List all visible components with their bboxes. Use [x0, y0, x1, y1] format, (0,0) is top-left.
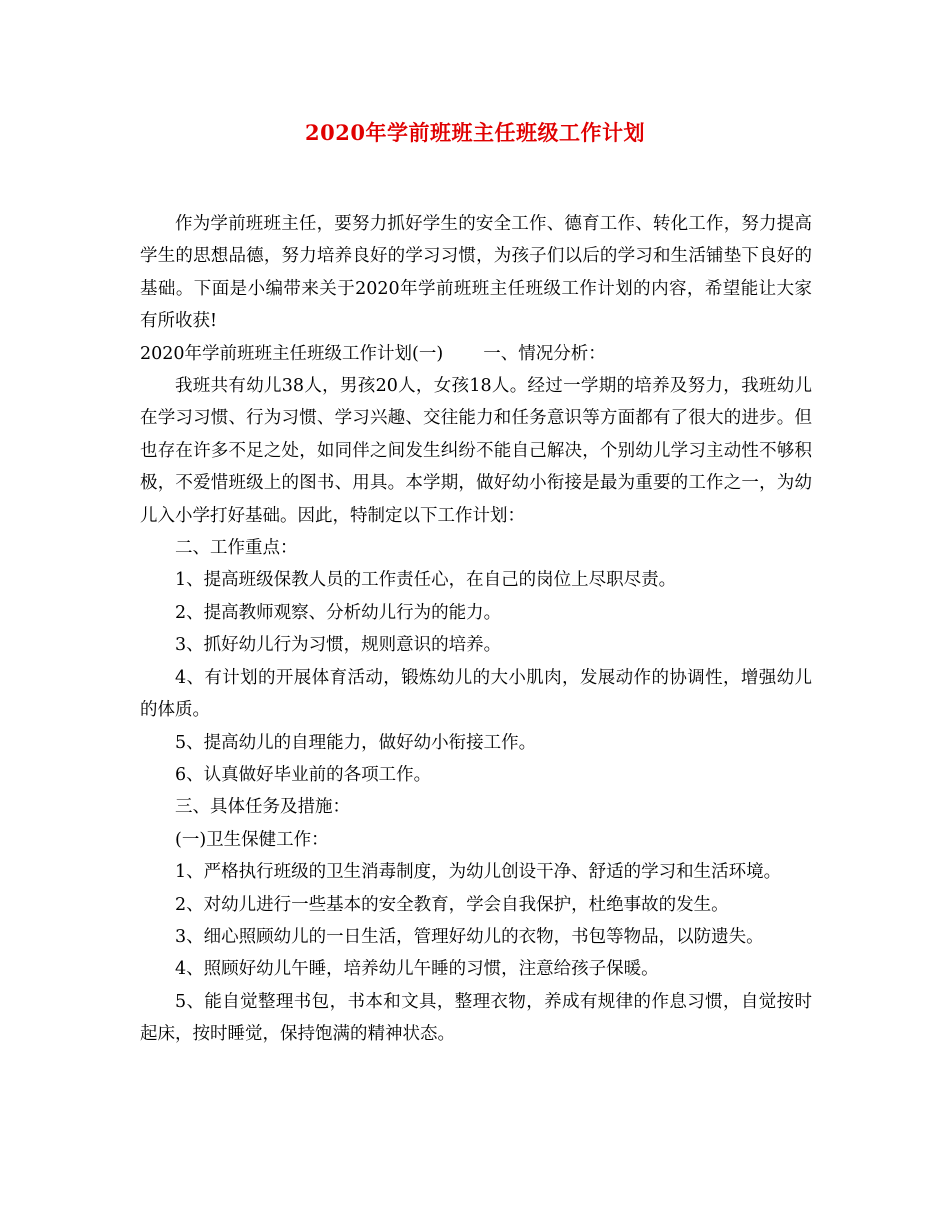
subsection1-item: 4、照顾好幼儿午睡，培养幼儿午睡的习惯，注意给孩子保暖。 [175, 959, 659, 980]
section2-item: 1、提高班级保教人员的工作责任心，在自己的岗位上尽职尽责。 [175, 570, 677, 591]
document-body [140, 208, 812, 1051]
section2-heading: 二、工作重点： [175, 538, 298, 559]
plan-heading-line [140, 338, 812, 370]
document-title: 2020年学前班班主任班级工作计划 [305, 120, 645, 145]
section3-heading: 三、具体任务及措施： [175, 797, 350, 818]
section1-heading: 一、情况分析： [483, 343, 606, 364]
subsection1-item: 3、细心照顾幼儿的一日生活，管理好幼儿的衣物，书包等物品，以防遗失。 [175, 926, 764, 947]
plan-heading: 2020年学前班班主任班级工作计划(一) [140, 343, 444, 364]
subsection1-item: 5、能自觉整理书包，书本和文具，整理衣物，养成有规律的作息习惯，自觉按时起床，按时睡觉，保持饱满的精神状态。 [140, 991, 812, 1045]
section2-item: 6、认真做好毕业前的各项工作。 [175, 764, 432, 785]
subsection1-heading: (一)卫生保健工作： [175, 829, 329, 850]
section1-paragraph: 我班共有幼儿38人，男孩20人，女孩18人。经过一学期的培养及努力，我班幼儿在学习习惯、行为习惯、学习兴趣、交往能力和任务意识等方面都有了很大的进步。但也存在许多不足之处，如同伴之间发生纠纷不能自己解决，个别幼儿学习主动性不够积极，不爱惜班级上的图书、用具。本学期，做好幼小衔接是最为重要的工作之一，为幼儿入小学打好基础。因此，特制定以下工作计划： [140, 376, 812, 526]
section2-item: 3、抓好幼儿行为习惯，规则意识的培养。 [175, 635, 502, 656]
section2-item: 5、提高幼儿的自理能力，做好幼小衔接工作。 [175, 732, 537, 753]
subsection1-item: 2、对幼儿进行一些基本的安全教育，学会自我保护，杜绝事故的发生。 [175, 894, 729, 915]
subsection1-item: 1、严格执行班级的卫生消毒制度，为幼儿创设干净、舒适的学习和生活环境。 [175, 862, 782, 883]
section2-item: 4、有计划的开展体育活动，锻炼幼儿的大小肌肉，发展动作的协调性，增强幼儿的体质。 [140, 667, 812, 721]
section2-item: 2、提高教师观察、分析幼儿行为的能力。 [175, 602, 502, 623]
intro-paragraph: 作为学前班班主任，要努力抓好学生的安全工作、德育工作、转化工作，努力提高学生的思想品德，努力培养良好的学习习惯，为孩子们以后的学习和生活铺垫下良好的基础。下面是小编带来关于2020年学前班班主任班级工作计划的内容，希望能让大家有所收获! [140, 214, 812, 332]
